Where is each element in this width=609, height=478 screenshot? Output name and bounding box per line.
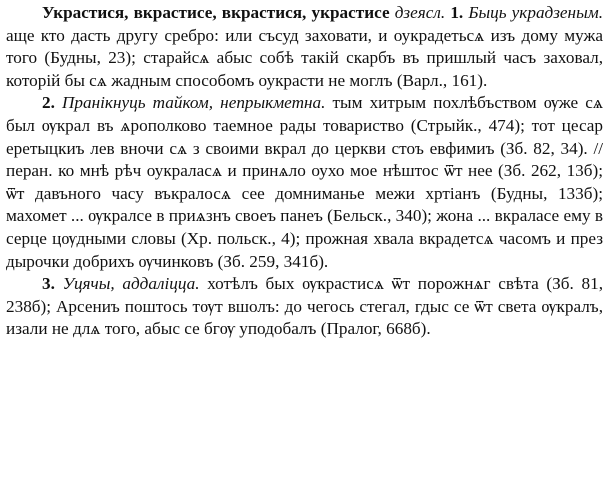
- sense-definition: Пранікнуць тайком, непрыкметна.: [62, 93, 326, 113]
- sense-number: 2.: [42, 93, 55, 113]
- sense-citations: аще кто дасть другу сребро: или съсуд заховати, и оукрадетьсѧ изъ дому мужа того (Будны, 23); старайсѧ абыс собѣ такій скарбъ въ пришлый часъ заховал, которій бы сѧ жадным способомъ оукрасти не моглъ (Варл., 161).: [6, 25, 603, 90]
- part-of-speech: дзеясл.: [394, 3, 446, 22]
- sense-number: 3.: [42, 274, 55, 294]
- dictionary-entry: [6, 2, 603, 341]
- sense-number: 1.: [450, 3, 464, 22]
- entry-headword: Украстися, вкрастисе, вкрастися, украстисе: [42, 3, 390, 22]
- sense-citations: хотѣлъ бых ѹкрастисѧ ѿт порожнѧг свѣта (Зб. 81, 238б); Арсениъ поштось тѹт вшолъ: до чегось стегал, гдыс се ѿт света ѹкралъ, изали не длѧ того, абыс се бгѹ уподобалъ (Пралог, 668б).: [6, 274, 604, 339]
- sense-citations: тым хитрым похлѣбъством ѹже сѧ был ѹкрал въ ѧрополково таемное рады товариство (Стрыйк., 474); тот цесар еретыцкиъ лев вночи сѧ з своими вкрал до церкви стоъ евфимиъ (Зб. 82, 34). // перан. ко мнѣ рѣч оукраласѧ и принѧло оухо мое нѣштос ѿт нее (Зб. 262, 13б); ѿт давъного часу въкралосѧ сее домниманье межи хртіанъ (Будны, 133б); махомет ... ѹкралсе в приѧзнъ своеъ панеъ (Бельск., 340); жона ... вкраласе ему в серце цѹдными словы (Хр. польск., 4); прожная хвала вкрадетсѧ часомъ и през дырочки добрихъ ѹчинковъ (Зб. 259, 341б).: [6, 93, 604, 271]
- sense-definition: Уцячы, аддаліцца.: [62, 274, 200, 294]
- sense-3-paragraph: [6, 273, 603, 341]
- sense-1-paragraph: [6, 2, 603, 92]
- sense-definition: Быць украдзеным.: [468, 3, 603, 22]
- sense-2-paragraph: [6, 92, 603, 273]
